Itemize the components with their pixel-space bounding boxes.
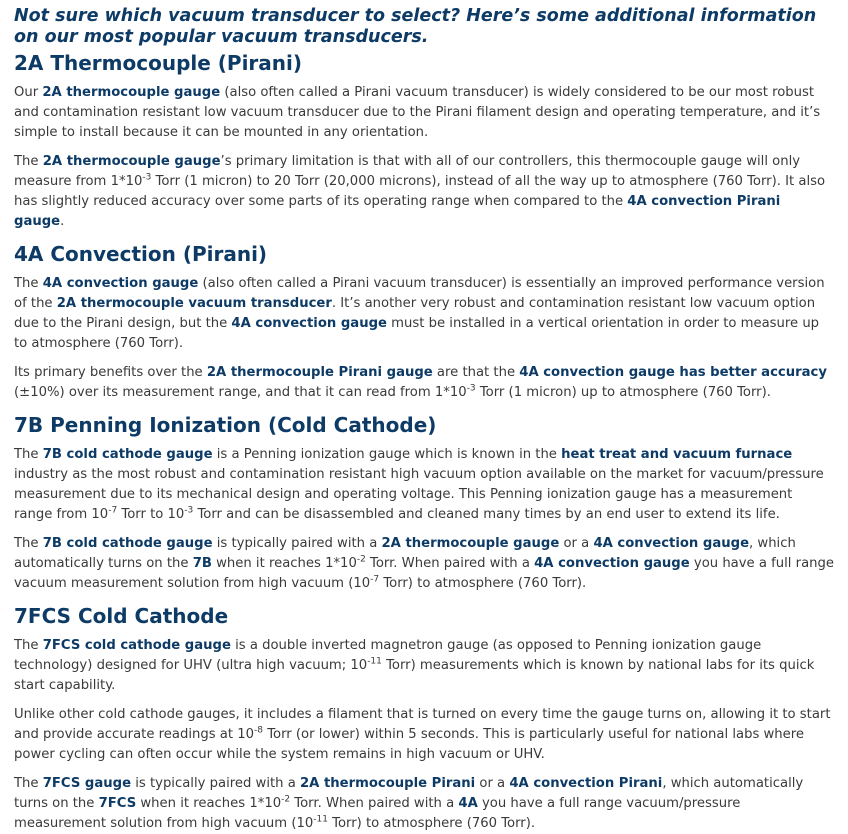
- text-run: . It’s another very robust and contamination resistant low vacuum option due to the Pirani design, but the: [14, 296, 816, 331]
- emphasis-term: 2A thermocouple gauge: [42, 85, 221, 100]
- section-paragraph: [14, 363, 834, 403]
- emphasis-term: 2A thermocouple vacuum transducer: [56, 296, 332, 311]
- superscript-exponent: -3: [184, 505, 194, 516]
- superscript-exponent: -7: [108, 505, 118, 516]
- text-run: Torr) measurements which is known by national labs for its quick start capability.: [14, 658, 815, 693]
- text-run: Torr. When paired with a: [290, 796, 459, 811]
- section-title: 7B Penning Ionization (Cold Cathode): [14, 413, 437, 437]
- text-run: you have a full range vacuum measurement solution from high vacuum (10: [14, 556, 835, 591]
- emphasis-term: 2A thermocouple gauge: [381, 536, 560, 551]
- text-run: ’s primary limitation is that with all of our controllers, this thermocouple gauge will only measure from 1*10: [14, 154, 801, 189]
- text-run: Our: [14, 85, 43, 100]
- emphasis-term: 4A convection gauge: [534, 556, 690, 571]
- section-paragraph: [14, 445, 834, 525]
- emphasis-term: 4A convection Pirani: [509, 776, 663, 791]
- text-run: industry as the most robust and contamination resistant high vacuum option available on the market for vacuum/pressure measurement due to its mechanical design and operating voltage. This Penning ionization gauge has a measurement range from 10: [14, 467, 824, 522]
- emphasis-term: 7B cold cathode gauge: [42, 447, 213, 462]
- text-run: Unlike other cold cathode gauges, it includes a filament that is turned on every time the gauge turns on, allowing it to start and provide accurate readings at 10: [14, 707, 831, 742]
- section-title: 7FCS Cold Cathode: [14, 604, 229, 628]
- text-run: Torr and can be disassembled and cleaned many times by an end user to extend its life.: [193, 507, 780, 522]
- text-run: Torr (1 micron) to 20 Torr (20,000 microns), instead of all the way up to atmosphere (760 Torr). It also has slightly reduced accuracy over some parts of its operating range when compared to the: [14, 174, 826, 209]
- superscript-exponent: -7: [370, 574, 380, 585]
- text-run: is a Penning ionization gauge which is known in the: [212, 447, 562, 462]
- text-run: Torr (1 micron) up to atmosphere (760 Torr).: [475, 385, 771, 400]
- emphasis-term: 7B: [192, 556, 212, 571]
- text-run: (also often called a Pirani vacuum transducer) is widely considered to be our most robust and contamination resistant low vacuum transducer due to the Pirani filament design and operating temperature, and it’s simple to install because it can be mounted in any orientation.: [14, 85, 821, 140]
- superscript-exponent: -3: [466, 383, 476, 394]
- emphasis-term: 7FCS cold cathode gauge: [42, 638, 231, 653]
- text-run: when it reaches 1*10: [136, 796, 282, 811]
- text-run: (also often called a Pirani vacuum transducer) is essentially an improved performance version of the: [14, 276, 825, 311]
- text-run: Torr. When paired with a: [365, 556, 535, 571]
- text-run: are that the: [432, 365, 520, 380]
- text-run: The: [14, 154, 43, 169]
- text-run: Torr to 10: [117, 507, 185, 522]
- superscript-exponent: -11: [367, 656, 382, 667]
- superscript-exponent: -8: [254, 725, 263, 736]
- text-run: you have a full range vacuum/pressure measurement solution from high vacuum (10: [14, 796, 741, 831]
- emphasis-term: 2A thermocouple Pirani: [300, 776, 476, 791]
- section-paragraph: [14, 274, 834, 354]
- text-run: is typically paired with a: [131, 776, 300, 791]
- text-run: .: [60, 214, 65, 229]
- text-run: The: [14, 536, 43, 551]
- emphasis-term: 4A convection gauge: [231, 316, 387, 331]
- emphasis-term: 2A thermocouple Pirani gauge: [206, 365, 433, 380]
- emphasis-term: 4A: [458, 796, 478, 811]
- section-title: 2A Thermocouple (Pirani): [14, 51, 303, 75]
- text-run: The: [14, 276, 43, 291]
- text-run: Torr) to atmosphere (760 Torr).: [379, 576, 587, 591]
- text-run: The: [14, 776, 43, 791]
- text-run: The: [14, 447, 43, 462]
- text-run: Torr (or lower) within 5 seconds. This is particularly useful for national labs where power cycling can often occur while the system remains in high vacuum or UHV.: [14, 727, 805, 762]
- text-run: or a: [475, 776, 510, 791]
- superscript-exponent: -11: [313, 814, 328, 825]
- text-run: , which automatically turns on the: [14, 536, 796, 571]
- superscript-exponent: -2: [281, 794, 291, 805]
- intro-heading: Not sure which vacuum transducer to select? Here’s some additional information on our most popular vacuum transducers.: [14, 6, 817, 47]
- emphasis-term: 4A convection gauge: [42, 276, 199, 291]
- section-title: 4A Convection (Pirani): [14, 242, 268, 266]
- section-paragraph: [14, 636, 834, 696]
- text-run: , which automatically turns on the: [14, 776, 804, 811]
- emphasis-term: 4A convection gauge: [593, 536, 750, 551]
- text-run: The: [14, 638, 43, 653]
- emphasis-term: 7FCS: [98, 796, 137, 811]
- text-run: is typically paired with a: [212, 536, 382, 551]
- text-run: (±10%) over its measurement range, and that it can read from 1*10: [14, 385, 467, 400]
- section-paragraph: [14, 705, 834, 765]
- emphasis-term: 7FCS gauge: [42, 776, 132, 791]
- superscript-exponent: -2: [356, 554, 366, 565]
- emphasis-term: 7B cold cathode gauge: [42, 536, 213, 551]
- emphasis-term: heat treat and vacuum furnace: [561, 447, 793, 462]
- section-paragraph: [14, 152, 834, 232]
- text-run: or a: [559, 536, 594, 551]
- emphasis-term: 2A thermocouple gauge: [42, 154, 221, 169]
- section-paragraph: [14, 534, 834, 594]
- text-run: Its primary benefits over the: [14, 365, 207, 380]
- text-run: when it reaches 1*10: [211, 556, 357, 571]
- text-run: must be installed in a vertical orientation in order to measure up to atmosphere (760 Torr).: [14, 316, 820, 351]
- text-run: is a double inverted magnetron gauge (as opposed to Penning ionization gauge technology) designed for UHV (ultra high vacuum; 10: [14, 638, 762, 673]
- text-run: Torr) to atmosphere (760 Torr).: [327, 816, 536, 831]
- emphasis-term: 4A convection gauge has better accuracy: [519, 365, 827, 380]
- section-paragraph: [14, 83, 834, 143]
- sections-container: [14, 50, 834, 834]
- emphasis-term: 4A convection Pirani gauge: [14, 194, 781, 229]
- section-paragraph: [14, 774, 834, 834]
- superscript-exponent: -3: [142, 172, 152, 183]
